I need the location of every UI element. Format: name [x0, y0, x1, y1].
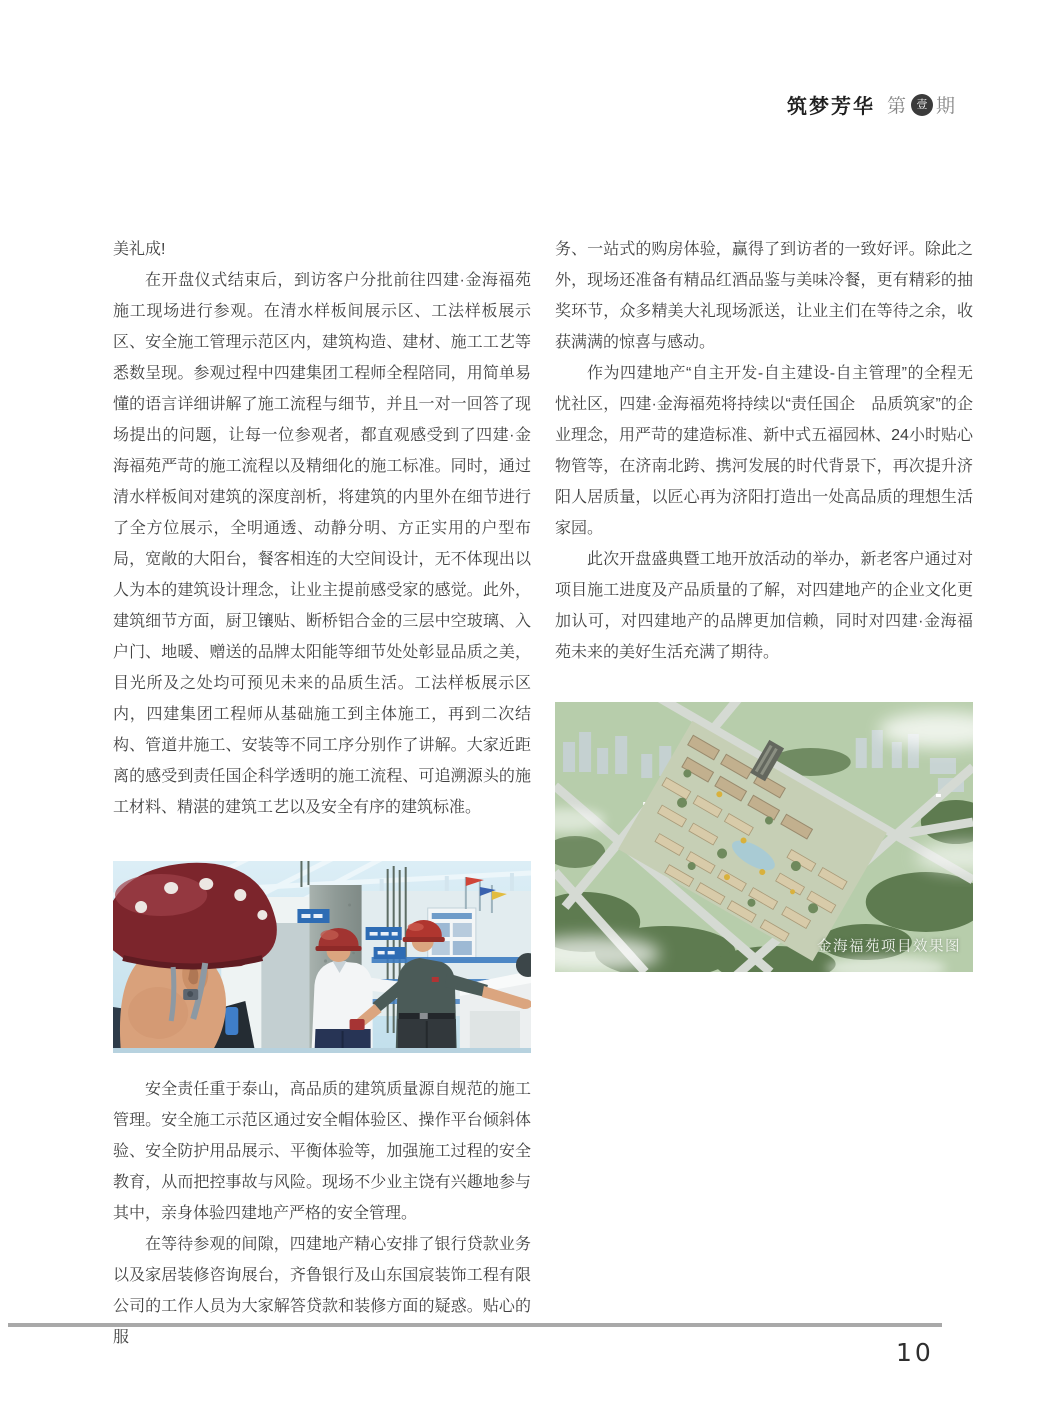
paragraph-brand: 作为四建地产“自主开发-自主建设-自主管理”的全程无忧社区，四建·金海福苑将持续以“责任国企 品质筑家”的企业理念，用严苛的建造标准、新中式五福园林、24小时贴心物管等，在济南北跨、携河发展的时代背景下，再次提升济阳人居质量，以匠心再为济阳打造出一处高品质的理想生活家园。	[555, 365, 973, 537]
paragraph-continued: 美礼成!	[113, 241, 166, 258]
issue-seal-icon: 壹	[911, 94, 933, 116]
construction-site-illustration	[113, 861, 531, 1053]
photo-floor-strip	[113, 1048, 531, 1053]
right-column	[555, 234, 973, 972]
construction-site-photo	[113, 861, 531, 1053]
paragraph-site-tour: 在开盘仪式结束后，到访客户分批前往四建·金海福苑施工现场进行参观。在清水样板间展示区、工法样板展示区、安全施工管理示范区内，建筑构造、建材、施工工艺等悉数呈现。参观过程中四建集团工程师全程陪同，用简单易懂的语言详细讲解了施工流程与细节，并且一对一回答了现场提出的问题，让每一位参观者，都直观感受到了四建·金海福苑严苛的施工流程以及精细化的施工标准。同时，通过清水样板间对建筑的深度剖析，将建筑的内里外在细节进行了全方位展示，全明通透、动静分明、方正实用的户型布局，宽敞的大阳台，餐客相连的大空间设计，无不体现出以人为本的建筑设计理念，让业主提前感受家的感觉。此外，建筑细节方面，厨卫镶贴、断桥铝合金的三层中空玻璃、入户门、地暖、赠送的品牌太阳能等细节处处彰显品质之美，目光所及之处均可预见未来的品质生活。工法样板展示区内，四建集团工程师从基础施工到主体施工，再到二次结构、管道井施工、安装等不同工序分别作了讲解。大家近距离的感受到责任国企科学透明的施工流程、可追溯源头的施工材料、精湛的建筑工艺以及安全有序的建筑标准。	[113, 272, 531, 816]
paragraph-services: 在等待参观的间隙，四建地产精心安排了银行贷款业务以及家居装修咨询展台，齐鲁银行及山东国宸装饰工程有限公司的工作人员为大家解答贷款和装修方面的疑惑。贴心的服	[113, 1236, 531, 1346]
issue-prefix: 第	[886, 96, 908, 117]
aerial-render-image	[555, 702, 973, 972]
paragraph-safety: 安全责任重于泰山，高品质的建筑质量源自规范的施工管理。安全施工示范区通过安全帽体验区、操作平台倾斜体验、安全防护用品展示、平衡体验等，加强施工过程的安全教育，从而把控事故与风险。现场不少业主饶有兴趣地参与其中，亲身体验四建地产严格的安全管理。	[113, 1081, 531, 1222]
magazine-title: 筑梦芳华	[786, 96, 875, 118]
page-number: 10	[896, 1338, 934, 1367]
left-column	[113, 234, 531, 1353]
issue-suffix: 期	[935, 96, 957, 117]
issue-label	[887, 91, 957, 118]
paragraph-closing: 此次开盘盛典暨工地开放活动的举办，新老客户通过对项目施工进度及产品质量的了解，对四建地产的企业文化更加认可，对四建地产的品牌更加信赖，同时对四建·金海福苑未来的美好生活充满了期待。	[555, 551, 973, 661]
aerial-image-caption: 金海福苑项目效果图	[817, 939, 961, 955]
footer-divider	[8, 1323, 942, 1327]
paragraph-services-continued: 务、一站式的购房体验，赢得了到访者的一致好评。除此之外，现场还准备有精品红酒品鉴与美味冷餐，更有精彩的抽奖环节，众多精美大礼现场派送，让业主们在等待之余，收获满满的惊喜与感动。	[555, 241, 973, 351]
page-header	[787, 90, 957, 119]
